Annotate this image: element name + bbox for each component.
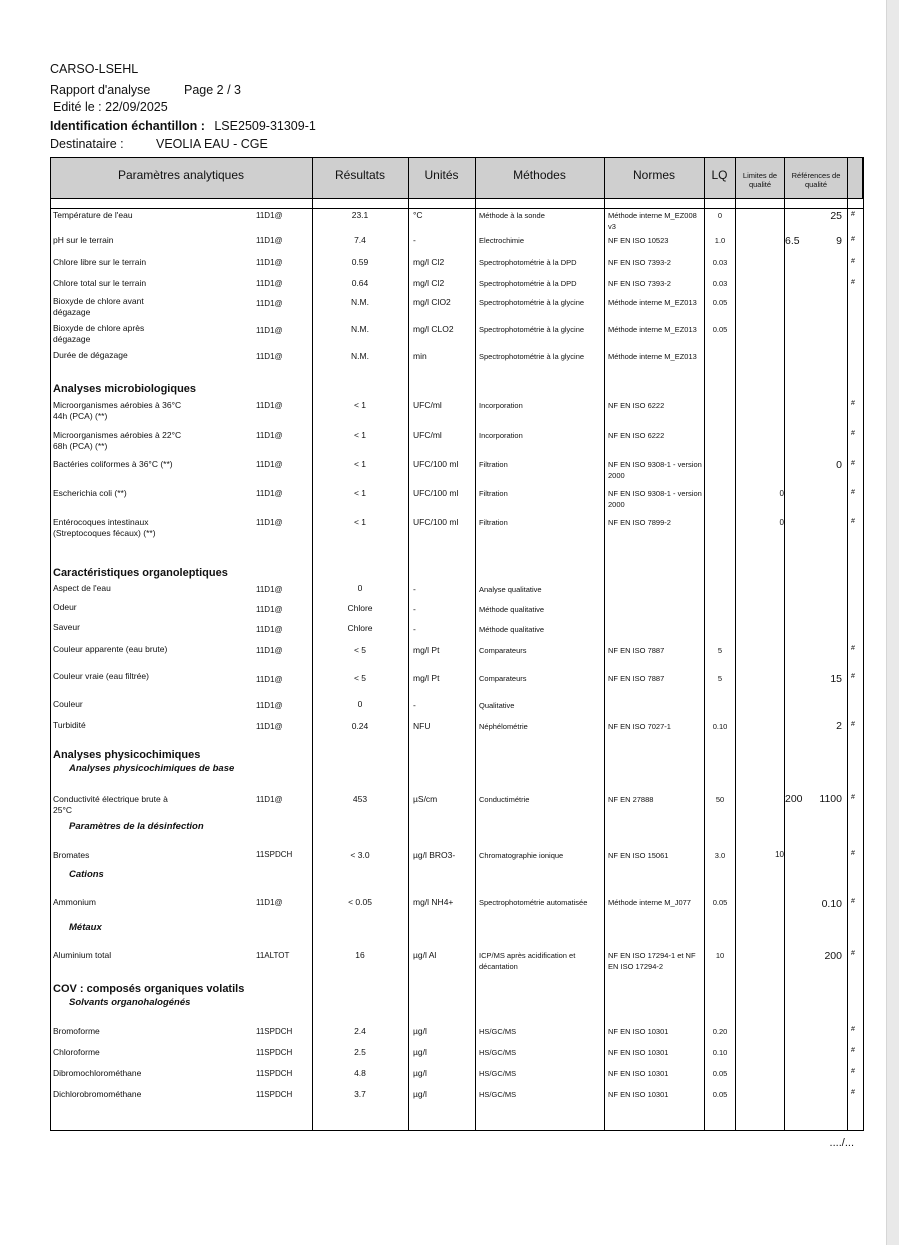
param-cell: Bioxyde de chlore après dégazage <box>53 323 145 344</box>
ref-max-cell: 9 <box>836 235 842 247</box>
param-cell: Ammonium <box>53 897 96 907</box>
unit-cell: mg/l ClO2 <box>413 297 451 307</box>
status-mark: # <box>851 645 855 652</box>
status-mark: # <box>851 1026 855 1033</box>
norm-cell: Méthode interne M_EZ013 <box>608 325 697 334</box>
lq-cell: 0.05 <box>712 1090 728 1099</box>
unit-cell: mg/l Cl2 <box>413 278 445 288</box>
method-cell: Analyse qualitative <box>479 585 542 594</box>
unit-cell: UFC/100 ml <box>413 488 459 498</box>
subsection-heading: Paramètres de la désinfection <box>69 821 204 832</box>
unit-cell: - <box>413 604 416 614</box>
ref-max-cell: 1100 <box>819 793 842 805</box>
ref-min-cell: 200 <box>785 793 803 805</box>
col-header-limits: Limites de qualité <box>742 171 778 189</box>
col-header-method: Méthodes <box>513 168 566 182</box>
ref-max-cell: 15 <box>830 673 842 685</box>
norm-cell: Méthode interne M_EZ008 v3 <box>608 211 697 231</box>
method-cell: Incorporation <box>479 431 523 440</box>
unit-cell: mg/l CLO2 <box>413 324 454 334</box>
unit-cell: µg/l BRO3- <box>413 850 456 860</box>
status-mark: # <box>851 400 855 407</box>
param-cell: Escherichia coli (**) <box>53 488 127 498</box>
ref-max-cell: 0.10 <box>821 898 842 910</box>
continuation-mark: ..../... <box>829 1137 854 1149</box>
method-cell: Méthode qualitative <box>479 625 545 634</box>
unit-cell: µg/l Al <box>413 950 437 960</box>
result-cell: 2.5 <box>354 1047 366 1057</box>
limit-cell: 0 <box>779 489 784 498</box>
norm-cell: NF EN ISO 9308-1 - version 2000 <box>608 489 702 509</box>
unit-cell: - <box>413 624 416 634</box>
method-cell: Qualitative <box>479 701 515 710</box>
result-cell: N.M. <box>351 297 369 307</box>
param-cell: Microorganismes aérobies à 22°C 68h (PCA) (**) <box>53 430 182 451</box>
result-cell: < 5 <box>353 645 367 655</box>
method-cell: Conductimétrie <box>479 795 530 804</box>
limit-cell: 0 <box>779 518 784 527</box>
norm-cell: NF EN ISO 15061 <box>608 851 669 860</box>
ref-max-cell: 0 <box>836 459 842 471</box>
result-cell: < 3.0 <box>350 850 370 860</box>
method-cell: Electrochimie <box>479 236 525 245</box>
unit-cell: mg/l Pt <box>413 673 440 683</box>
result-cell: < 0.05 <box>348 897 372 907</box>
result-cell: Chlore <box>347 623 373 633</box>
unit-cell: mg/l NH4+ <box>413 897 454 907</box>
method-cell: Incorporation <box>479 401 523 410</box>
code-cell: 11D1@ <box>256 605 283 614</box>
status-mark: # <box>851 430 855 437</box>
status-mark: # <box>851 1047 855 1054</box>
sample-identification <box>50 119 316 134</box>
code-cell: 11D1@ <box>256 258 283 267</box>
code-cell: 11D1@ <box>256 211 283 220</box>
param-cell: Bioxyde de chlore avant dégazage <box>53 296 144 317</box>
status-mark: # <box>851 721 855 728</box>
param-cell: Chlore libre sur le terrain <box>53 257 147 267</box>
lq-cell: 0.05 <box>712 898 728 907</box>
method-cell: Spectrophotométrie automatisée <box>479 898 588 907</box>
param-cell: Odeur <box>53 602 77 612</box>
sample-id: LSE2509-31309-1 <box>214 119 316 133</box>
param-cell: Bactéries coliformes à 36°C (**) <box>53 459 173 469</box>
lq-cell: 10 <box>715 951 725 960</box>
norm-cell: NF EN ISO 7027-1 <box>608 722 671 731</box>
result-cell: 0 <box>357 699 363 709</box>
col-divider <box>475 157 476 1130</box>
code-cell: 11D1@ <box>256 518 283 527</box>
code-cell: 11D1@ <box>256 401 283 410</box>
norm-cell: NF EN ISO 10301 <box>608 1090 669 1099</box>
method-cell: Comparateurs <box>479 646 527 655</box>
code-cell: 11D1@ <box>256 701 283 710</box>
norm-cell: NF EN ISO 7393-2 <box>608 279 671 288</box>
result-cell: < 1 <box>353 459 367 469</box>
code-cell: 11SPDCH <box>256 850 293 859</box>
result-cell: 16 <box>355 950 365 960</box>
param-cell: Durée de dégazage <box>53 350 128 360</box>
code-cell: 11D1@ <box>256 236 283 245</box>
result-cell: 0.64 <box>351 278 369 288</box>
lq-cell: 3.0 <box>714 851 726 860</box>
lq-cell: 0.05 <box>712 298 728 307</box>
method-cell: HS/GC/MS <box>479 1090 517 1099</box>
edited-date: Edité le : 22/09/2025 <box>53 100 168 114</box>
sample-label: Identification échantillon : <box>50 119 205 133</box>
code-cell: 11D1@ <box>256 489 283 498</box>
unit-cell: min <box>413 351 427 361</box>
result-cell: N.M. <box>351 351 369 361</box>
param-cell: pH sur le terrain <box>53 235 114 245</box>
norm-cell: NF EN ISO 7899-2 <box>608 518 671 527</box>
method-cell: Néphélométrie <box>479 722 528 731</box>
norm-cell: Méthode interne M_EZ013 <box>608 298 697 307</box>
ref-max-cell: 25 <box>830 210 842 222</box>
param-cell: Bromates <box>53 850 90 860</box>
param-cell: Couleur vraie (eau filtrée) <box>53 671 149 681</box>
code-cell: 11D1@ <box>256 460 283 469</box>
status-mark: # <box>851 850 855 857</box>
unit-cell: µg/l <box>413 1026 427 1036</box>
param-cell: Conductivité électrique brute à 25°C <box>53 794 168 815</box>
param-cell: Température de l'eau <box>53 210 133 220</box>
status-mark: # <box>851 950 855 957</box>
status-mark: # <box>851 258 855 265</box>
lq-cell: 0.10 <box>712 722 728 731</box>
result-cell: 0.24 <box>351 721 369 731</box>
norm-cell: NF EN ISO 10523 <box>608 236 669 245</box>
result-cell: 23.1 <box>351 210 369 220</box>
result-cell: < 1 <box>353 488 367 498</box>
lq-cell: 50 <box>715 795 725 804</box>
ref-max-cell: 2 <box>836 720 842 732</box>
result-cell: < 1 <box>353 400 367 410</box>
unit-cell: UFC/100 ml <box>413 517 459 527</box>
subsection-heading: Solvants organohalogénés <box>69 997 191 1008</box>
section-heading: Analyses microbiologiques <box>53 383 197 395</box>
unit-cell: °C <box>413 210 423 220</box>
col-header-norm: Normes <box>632 168 675 182</box>
result-cell: 2.4 <box>354 1026 366 1036</box>
result-cell: N.M. <box>351 324 369 334</box>
code-cell: 11SPDCH <box>256 1027 293 1036</box>
method-cell: Méthode à la sonde <box>479 211 545 220</box>
param-cell: Turbidité <box>53 720 86 730</box>
result-cell: < 1 <box>353 430 367 440</box>
lab-name: CARSO-LSEHL <box>50 62 139 76</box>
result-cell: < 1 <box>353 517 367 527</box>
norm-cell: NF EN ISO 7393-2 <box>608 258 671 267</box>
code-cell: 11SPDCH <box>256 1048 293 1057</box>
code-cell: 11D1@ <box>256 625 283 634</box>
method-cell: Filtration <box>479 489 508 498</box>
lq-cell: 0 <box>717 211 723 220</box>
method-cell: ICP/MS après acidification et décantation <box>479 951 576 971</box>
param-cell: Saveur <box>53 622 80 632</box>
param-cell: Couleur <box>53 699 83 709</box>
code-cell: 11D1@ <box>256 795 283 804</box>
subsection-heading: Métaux <box>69 922 102 933</box>
unit-cell: - <box>413 584 416 594</box>
method-cell: Spectrophotométrie à la DPD <box>479 258 577 267</box>
method-cell: Spectrophotométrie à la glycine <box>479 325 585 334</box>
method-cell: Méthode qualitative <box>479 605 545 614</box>
norm-cell: Méthode interne M_EZ013 <box>608 352 697 361</box>
norm-cell: NF EN 27888 <box>608 795 654 804</box>
section-heading: Caractéristiques organoleptiques <box>53 567 228 579</box>
unit-cell: UFC/ml <box>413 430 442 440</box>
recipient-name: VEOLIA EAU - CGE <box>156 137 268 151</box>
status-mark: # <box>851 211 855 218</box>
unit-cell: - <box>413 700 416 710</box>
method-cell: Chromatographie ionique <box>479 851 564 860</box>
norm-cell: NF EN ISO 10301 <box>608 1048 669 1057</box>
method-cell: Filtration <box>479 460 508 469</box>
status-mark: # <box>851 1068 855 1075</box>
col-divider <box>604 157 605 1130</box>
lq-cell: 0.03 <box>712 279 728 288</box>
result-cell: 4.8 <box>354 1068 366 1078</box>
limit-cell: 10 <box>775 850 784 859</box>
unit-cell: UFC/100 ml <box>413 459 459 469</box>
code-cell: 11D1@ <box>256 675 283 684</box>
param-cell: Bromoforme <box>53 1026 100 1036</box>
lq-cell: 0.05 <box>712 325 728 334</box>
unit-cell: µg/l <box>413 1068 427 1078</box>
method-cell: Comparateurs <box>479 674 527 683</box>
norm-cell: NF EN ISO 7887 <box>608 674 665 683</box>
code-cell: 11D1@ <box>256 352 283 361</box>
method-cell: Filtration <box>479 518 508 527</box>
col-divider <box>735 157 736 1130</box>
col-header-unit: Unités <box>424 168 459 182</box>
col-header-lq: LQ <box>711 168 728 182</box>
method-cell: HS/GC/MS <box>479 1048 517 1057</box>
unit-cell: mg/l Cl2 <box>413 257 445 267</box>
col-header-param: Paramètres analytiques <box>117 168 245 182</box>
param-cell: Chlore total sur le terrain <box>53 278 147 288</box>
result-cell: < 5 <box>353 673 367 683</box>
col-header-refs: Références de qualité <box>791 171 841 189</box>
status-mark: # <box>851 1089 855 1096</box>
page-number: Page 2 / 3 <box>184 83 241 97</box>
code-cell: 11D1@ <box>256 898 283 907</box>
status-mark: # <box>851 794 855 801</box>
ref-max-cell: 200 <box>824 950 842 962</box>
unit-cell: mg/l Pt <box>413 645 440 655</box>
code-cell: 11SPDCH <box>256 1069 293 1078</box>
norm-cell: NF EN ISO 10301 <box>608 1069 669 1078</box>
code-cell: 11D1@ <box>256 299 283 308</box>
result-cell: 7.4 <box>354 235 366 245</box>
param-cell: Couleur apparente (eau brute) <box>53 644 168 654</box>
report-title-line <box>50 83 241 98</box>
code-cell: 11D1@ <box>256 646 283 655</box>
unit-cell: µS/cm <box>413 794 438 804</box>
param-cell: Chloroforme <box>53 1047 100 1057</box>
unit-cell: µg/l <box>413 1089 427 1099</box>
subsection-heading: Cations <box>69 869 104 880</box>
param-cell: Dichlorobromométhane <box>53 1089 142 1099</box>
header-divider <box>50 208 863 209</box>
col-divider <box>784 157 785 1130</box>
lq-cell: 0.10 <box>712 1048 728 1057</box>
status-mark: # <box>851 898 855 905</box>
unit-cell: µg/l <box>413 1047 427 1057</box>
lq-cell: 0.20 <box>712 1027 728 1036</box>
param-cell: Entérocoques intestinaux (Streptocoques fécaux) (**) <box>53 517 156 538</box>
result-cell: 453 <box>352 794 368 804</box>
ref-min-cell: 6.5 <box>785 235 800 247</box>
section-heading: Analyses physicochimiques <box>53 749 201 761</box>
lq-cell: 5 <box>717 674 723 683</box>
norm-cell: NF EN ISO 7887 <box>608 646 665 655</box>
result-cell: 3.7 <box>354 1089 366 1099</box>
unit-cell: - <box>413 235 416 245</box>
status-mark: # <box>851 460 855 467</box>
param-cell: Dibromochlorométhane <box>53 1068 142 1078</box>
status-mark: # <box>851 489 855 496</box>
param-cell: Microorganismes aérobies à 36°C 44h (PCA) (**) <box>53 400 182 421</box>
result-cell: Chlore <box>347 603 373 613</box>
code-cell: 11D1@ <box>256 326 283 335</box>
col-divider <box>847 157 848 1130</box>
param-cell: Aspect de l'eau <box>53 583 111 593</box>
status-mark: # <box>851 518 855 525</box>
recipient-label: Destinataire : <box>50 137 124 151</box>
param-cell: Aluminium total <box>53 950 112 960</box>
col-divider <box>408 157 409 1130</box>
norm-cell: NF EN ISO 17294-1 et NF EN ISO 17294-2 <box>608 951 696 971</box>
norm-cell: NF EN ISO 9308-1 - version 2000 <box>608 460 702 480</box>
code-cell: 11D1@ <box>256 279 283 288</box>
recipient-line <box>50 137 268 152</box>
status-mark: # <box>851 279 855 286</box>
code-cell: 11D1@ <box>256 431 283 440</box>
page-edge <box>886 0 899 1245</box>
norm-cell: NF EN ISO 6222 <box>608 401 665 410</box>
result-cell: 0 <box>357 583 363 593</box>
unit-cell: NFU <box>413 721 431 731</box>
code-cell: 11D1@ <box>256 722 283 731</box>
code-cell: 11ALTOT <box>256 951 290 960</box>
code-cell: 11SPDCH <box>256 1090 293 1099</box>
norm-cell: NF EN ISO 10301 <box>608 1027 669 1036</box>
method-cell: Spectrophotométrie à la glycine <box>479 352 585 361</box>
method-cell: Spectrophotométrie à la glycine <box>479 298 585 307</box>
section-heading: COV : composés organiques volatils <box>53 983 245 995</box>
status-mark: # <box>851 236 855 243</box>
unit-cell: UFC/ml <box>413 400 442 410</box>
lq-cell: 5 <box>717 646 723 655</box>
status-mark: # <box>851 673 855 680</box>
method-cell: HS/GC/MS <box>479 1027 517 1036</box>
subsection-heading: Analyses physicochimiques de base <box>69 763 235 774</box>
report-title: Rapport d'analyse <box>50 83 151 97</box>
norm-cell: Méthode interne M_J077 <box>608 898 691 907</box>
lq-cell: 1.0 <box>714 236 726 245</box>
result-cell: 0.59 <box>351 257 369 267</box>
lq-cell: 0.05 <box>712 1069 728 1078</box>
col-header-result: Résultats <box>334 168 386 182</box>
lq-cell: 0.03 <box>712 258 728 267</box>
code-cell: 11D1@ <box>256 585 283 594</box>
norm-cell: NF EN ISO 6222 <box>608 431 665 440</box>
method-cell: HS/GC/MS <box>479 1069 517 1078</box>
method-cell: Spectrophotométrie à la DPD <box>479 279 577 288</box>
